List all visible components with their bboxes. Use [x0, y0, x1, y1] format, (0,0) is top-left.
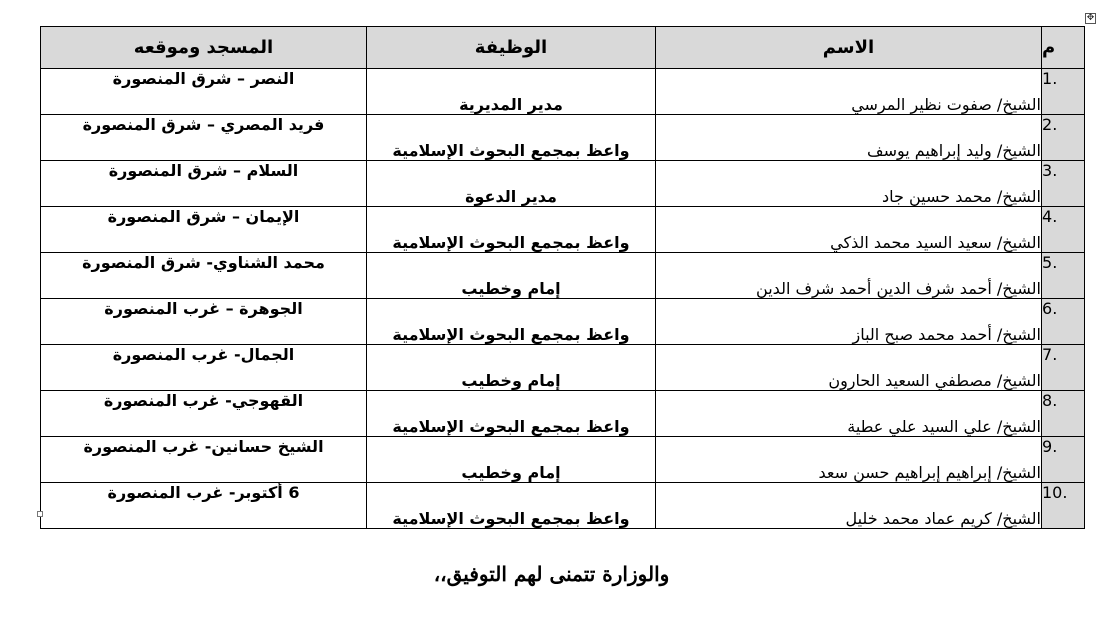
row-job: واعظ بمجمع البحوث الإسلامية — [367, 299, 656, 345]
row-mosque: الشيخ حسانين- غرب المنصورة — [41, 437, 367, 483]
table-move-handle[interactable]: ✥ — [1086, 13, 1095, 23]
row-mosque: القهوجي- غرب المنصورة — [41, 391, 367, 437]
row-mosque: النصر – شرق المنصورة — [41, 69, 367, 115]
row-number: .8 — [1042, 391, 1085, 437]
row-number: .1 — [1042, 69, 1085, 115]
row-job: إمام وخطيب — [367, 437, 656, 483]
row-number: .7 — [1042, 345, 1085, 391]
row-mosque: السلام – شرق المنصورة — [41, 161, 367, 207]
table-resize-handle[interactable] — [37, 511, 43, 517]
table-header-row — [41, 27, 1085, 69]
row-name: الشيخ/ أحمد محمد صبح الباز — [656, 299, 1042, 345]
row-mosque: 6 أكتوبر- غرب المنصورة — [41, 483, 367, 529]
row-number: .2 — [1042, 115, 1085, 161]
row-number: .4 — [1042, 207, 1085, 253]
row-name: الشيخ/ كريم عماد محمد خليل — [656, 483, 1042, 529]
table-row — [41, 345, 1085, 391]
row-name: الشيخ/ وليد إبراهيم يوسف — [656, 115, 1042, 161]
row-number: .3 — [1042, 161, 1085, 207]
row-job: مدير الدعوة — [367, 161, 656, 207]
row-name: الشيخ/ مصطفي السعيد الحارون — [656, 345, 1042, 391]
row-job: واعظ بمجمع البحوث الإسلامية — [367, 391, 656, 437]
row-name: الشيخ/ إبراهيم إبراهيم حسن سعد — [656, 437, 1042, 483]
row-job: واعظ بمجمع البحوث الإسلامية — [367, 115, 656, 161]
header-name: الاسم — [656, 27, 1042, 69]
table-row — [41, 299, 1085, 345]
header-number: م — [1042, 27, 1085, 69]
row-number: .10 — [1042, 483, 1085, 529]
header-job: الوظيفة — [367, 27, 656, 69]
row-mosque: محمد الشناوي- شرق المنصورة — [41, 253, 367, 299]
table-row — [41, 391, 1085, 437]
row-name: الشيخ/ صفوت نظير المرسي — [656, 69, 1042, 115]
table-row — [41, 207, 1085, 253]
row-job: واعظ بمجمع البحوث الإسلامية — [367, 207, 656, 253]
row-name: الشيخ/ علي السيد علي عطية — [656, 391, 1042, 437]
row-job: إمام وخطيب — [367, 345, 656, 391]
row-mosque: الجوهرة – غرب المنصورة — [41, 299, 367, 345]
closing-line: والوزارة تتمنى لهم التوفيق،، — [433, 562, 670, 586]
header-mosque: المسجد وموقعه — [41, 27, 367, 69]
row-number: .9 — [1042, 437, 1085, 483]
row-mosque: الإيمان – شرق المنصورة — [41, 207, 367, 253]
imams-table — [40, 26, 1085, 529]
row-job: إمام وخطيب — [367, 253, 656, 299]
row-mosque: الجمال- غرب المنصورة — [41, 345, 367, 391]
table-row — [41, 115, 1085, 161]
table-row — [41, 161, 1085, 207]
row-mosque: فريد المصري – شرق المنصورة — [41, 115, 367, 161]
row-name: الشيخ/ محمد حسين جاد — [656, 161, 1042, 207]
row-name: الشيخ/ سعيد السيد محمد الذكي — [656, 207, 1042, 253]
row-job: واعظ بمجمع البحوث الإسلامية — [367, 483, 656, 529]
row-number: .6 — [1042, 299, 1085, 345]
row-number: .5 — [1042, 253, 1085, 299]
table-row — [41, 437, 1085, 483]
row-name: الشيخ/ أحمد شرف الدين أحمد شرف الدين — [656, 253, 1042, 299]
table-row — [41, 253, 1085, 299]
row-job: مدير المديرية — [367, 69, 656, 115]
table-row — [41, 69, 1085, 115]
table-row — [41, 483, 1085, 529]
